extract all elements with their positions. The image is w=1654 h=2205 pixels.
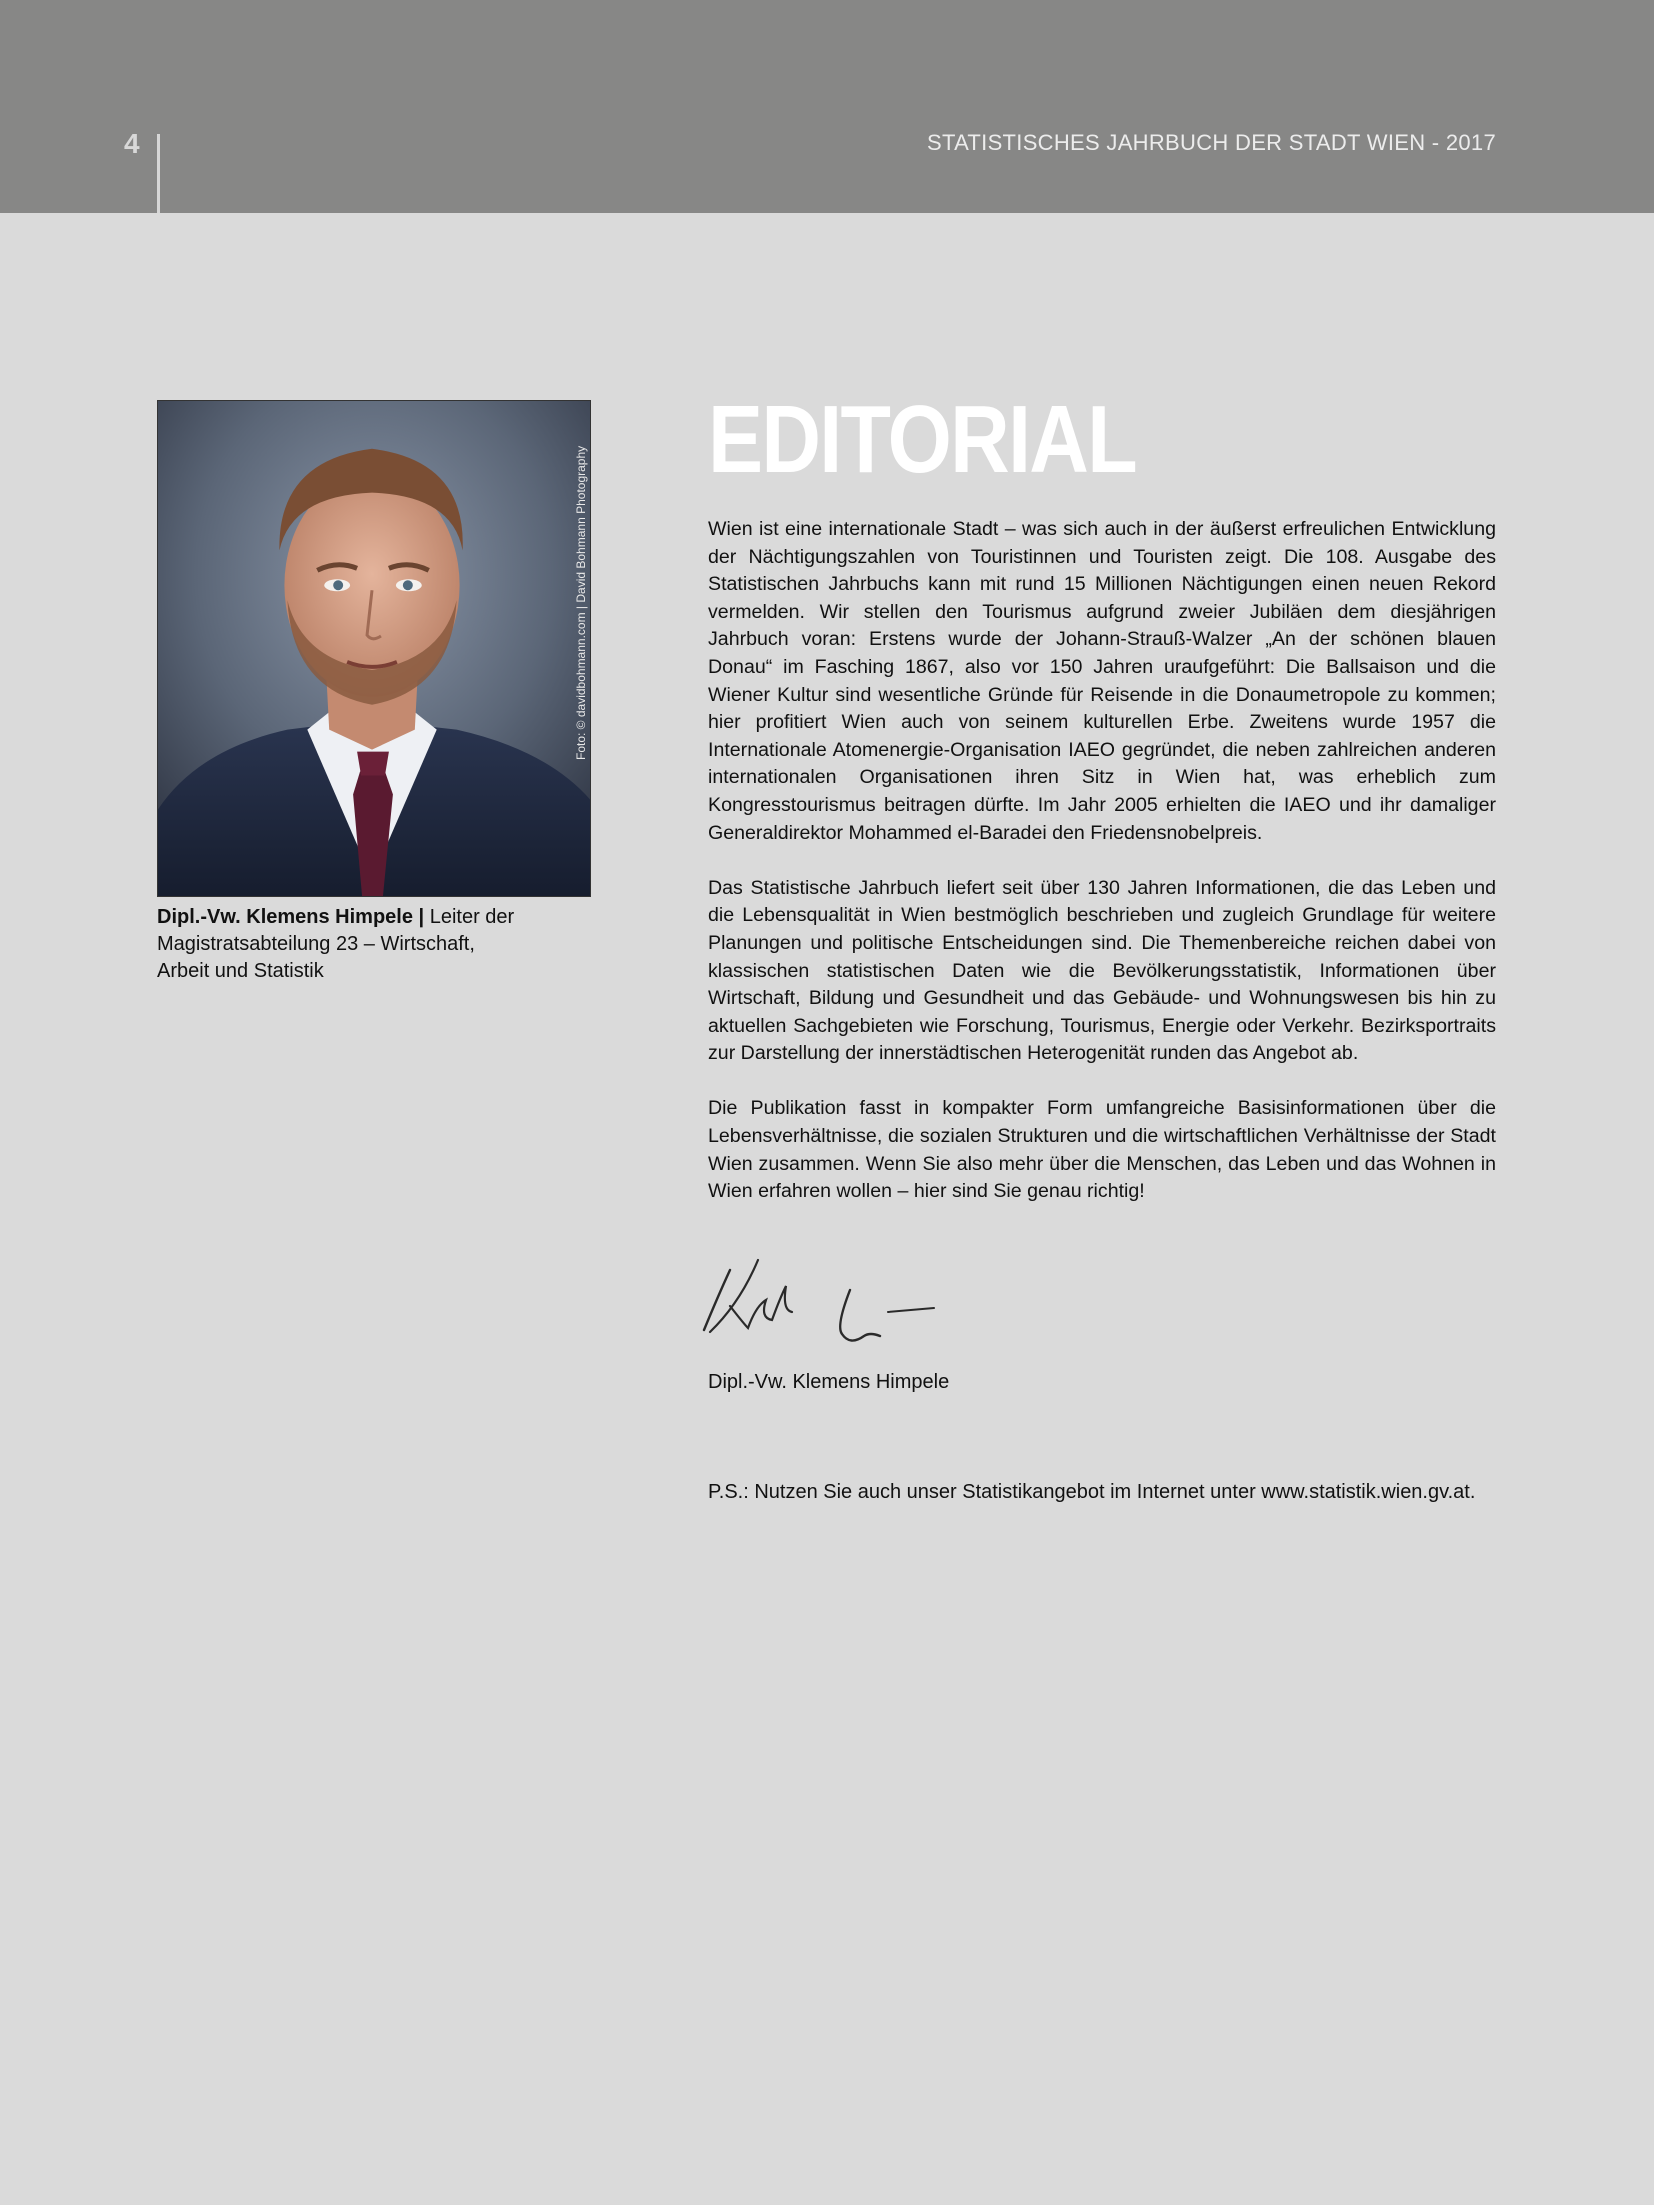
page-number: 4: [124, 128, 140, 159]
author-portrait: [157, 400, 591, 897]
photo-credit: Foto: © davidbohmann.com | David Bohmann Photography: [574, 445, 588, 760]
page-header: [0, 0, 1654, 213]
portrait-photo: [158, 401, 590, 896]
caption-name: Dipl.-Vw. Klemens Himpele |: [157, 906, 425, 928]
header-divider: [157, 134, 160, 213]
running-title: STATISTISCHES JAHRBUCH DER STADT WIEN - 2017: [927, 130, 1496, 155]
editorial-body: [708, 516, 1496, 1233]
handwritten-signature: [700, 1248, 950, 1358]
postscript: P.S.: Nutzen Sie auch unser Statistikangebot im Internet unter www.statistik.wien.gv.at.: [708, 1481, 1476, 1503]
body-paragraph: Das Statistische Jahrbuch liefert seit über 130 Jahren Informationen, die das Leben und die Lebensqualität in Wien bestmöglich beschrieben und zugleich Grundlage für weitere Planungen und politische Entscheidungen sind. Die Themenbereiche reichen dabei von klassischen statistischen Daten wie die Bevölkerungsstatistik, Informationen über Wirtschaft, Bildung und Gesundheit und das Gebäude- und Wohnungswesen bis hin zu aktuellen Sachgebieten wie Forschung, Tourismus, Energie oder Verkehr. Bezirksportraits zur Darstellung der innerstädtischen Heterogenität runden das Angebot ab.: [708, 876, 1496, 1065]
editorial-heading: EDITORIAL: [708, 386, 1136, 493]
portrait-caption: [157, 904, 517, 985]
caption-role: Leiter der Magistratsabteilung 23 – Wirtschaft, Arbeit und Statistik: [157, 906, 515, 982]
body-paragraph: Wien ist eine internationale Stadt – was sich auch in der äußerst erfreulichen Entwicklung der Nächtigungszahlen von Touristinnen und Touristen zeigt. Die 108. Ausgabe des Statistischen Jahrbuchs kann mit rund 15 Millionen Nächtigungen einen neuen Rekord vermelden. Wir stellen den Tourismus aufgrund zweier Jubiläen dem diesjährigen Jahrbuch voran: Erstens wurde der Johann-Strauß-Walzer „An der schönen blauen Donau“ im Fasching 1867, also vor 150 Jahren uraufgeführt: Die Ballsaison und die Wiener Kultur sind wesentliche Gründe für Reisende in die Donaumetropole zu kommen; hier profitiert Wien auch von seinem kulturellen Erbe. Zweitens wurde 1957 die Internationale Atomenergie-Organisation IAEO gegründet, die neben zahlreichen anderen internationalen Organisationen ihren Sitz in Wien hat, was erheblich zum Kongresstourismus beitragen dürfte. Im Jahr 2005 erhielten die IAEO und ihr damaliger Generaldirektor Mohammed el-Baradei den Friedensnobelpreis.: [708, 518, 1496, 844]
signer-name: Dipl.-Vw. Klemens Himpele: [708, 1371, 950, 1393]
body-paragraph: Die Publikation fasst in kompakter Form umfangreiche Basisinformationen über die Lebensverhältnisse, die sozialen Strukturen und die wirtschaftlichen Verhältnisse der Stadt Wien zusammen. Wenn Sie also mehr über die Menschen, das Leben und das Wohnen in Wien erfahren wollen – hier sind Sie genau richtig!: [708, 1097, 1496, 1203]
